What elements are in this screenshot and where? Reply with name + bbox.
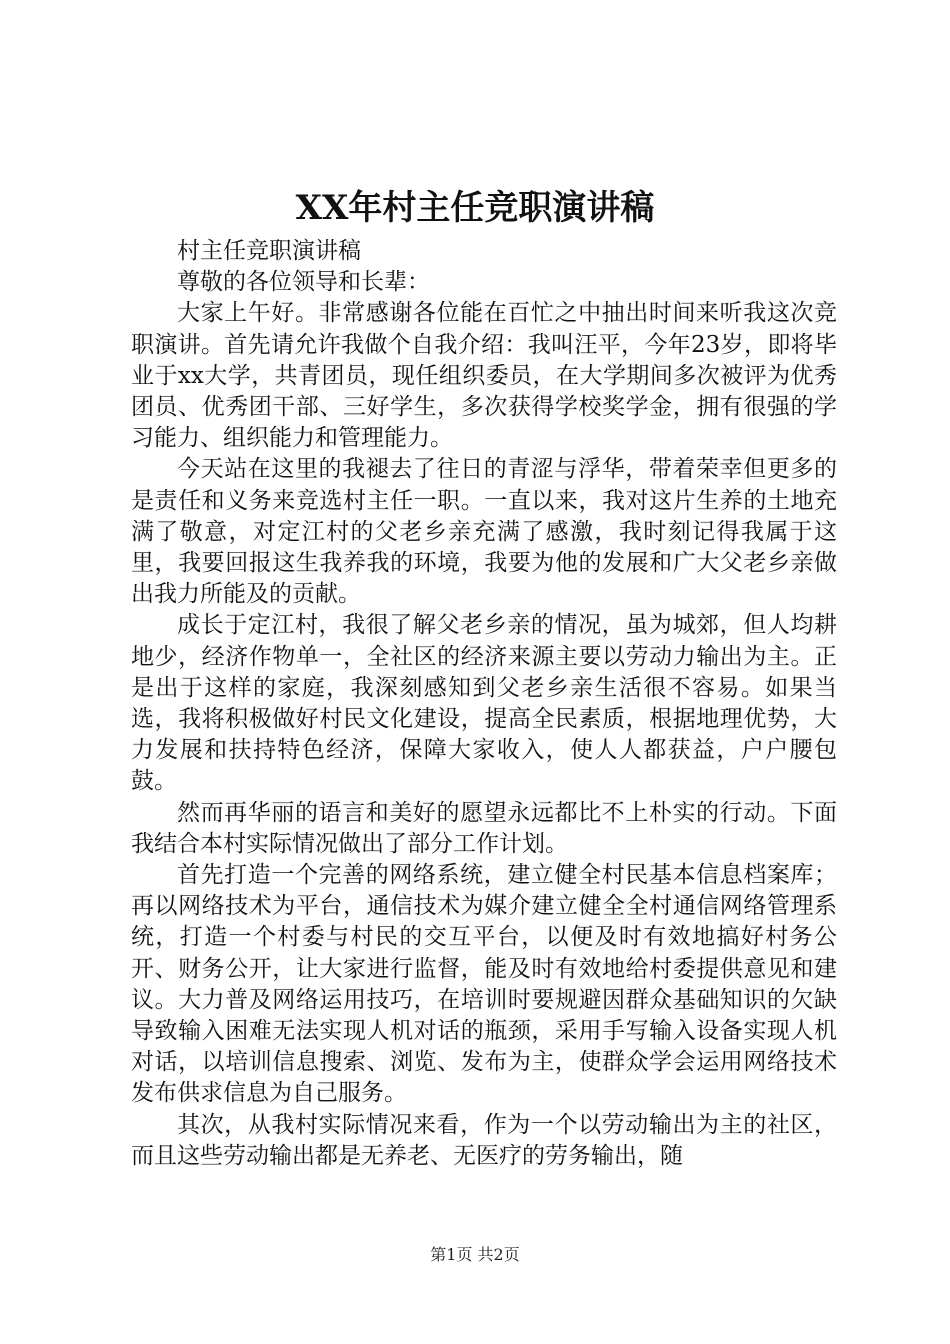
paragraph-plan-network: 首先打造一个完善的网络系统，建立健全村民基本信息档案库；再以网络技术为平台，通信技术为媒介建立健全全村通信网络管理系统，打造一个村委与村民的交互平台，以便及时有效地搞好村务公开、财务公开，让大家进行监督，能及时有效地给村委提供意见和建议。大力普及网络运用技巧，在培训时要规避因群众基础知识的欠缺导致输入困难无法实现人机对话的瓶颈，采用手写输入设备实现人机对话，以培训信息搜索、浏览、发布为主，使群众学会运用网络技术发布供求信息为自己服务。	[131, 862, 837, 1107]
document-body	[131, 236, 837, 1172]
paragraph-motivation: 今天站在这里的我褪去了往日的青涩与浮华，带着荣幸但更多的是责任和义务来竞选村主任一职。一直以来，我对这片生养的土地充满了敬意，对定江村的父老乡亲充满了感激，我时刻记得我属于这里，我要回报这生我养我的环境，我要为他的发展和广大父老乡亲做出我力所能及的贡献。	[131, 456, 837, 608]
paragraph-transition: 然而再华丽的语言和美好的愿望永远都比不上朴实的行动。下面我结合本村实际情况做出了部分工作计划。	[131, 799, 837, 857]
document-title: XX年村主任竞职演讲稿	[295, 188, 655, 228]
paragraph-salutation: 尊敬的各位领导和长辈：	[177, 269, 430, 296]
paragraph-background: 成长于定江村，我很了解父老乡亲的情况，虽为城郊，但人均耕地少，经济作物单一，全社区的经济来源主要以劳动力输出为主。正是出于这样的家庭，我深刻感知到父老乡亲生活很不容易。如果当选，我将积极做好村民文化建设，提高全民素质，根据地理优势，大力发展和扶持特色经济，保障大家收入，使人人都获益，户户腰包鼓。	[131, 612, 837, 795]
paragraph-heading: 村主任竞职演讲稿	[177, 238, 361, 264]
paragraph-introduction: 大家上午好。非常感谢各位能在百忙之中抽出时间来听我这次竞职演讲。首先请允许我做个自我介绍：我叫汪平，今年23岁，即将毕业于xx大学，共青团员，现任组织委员，在大学期间多次被评为优秀团员、优秀团干部、三好学生，多次获得学校奖学金，拥有很强的学习能力、组织能力和管理能力。	[131, 300, 837, 452]
paragraph-plan-second: 其次，从我村实际情况来看，作为一个以劳动输出为主的社区，而且这些劳动输出都是无养老、无医疗的劳务输出，随	[131, 1111, 837, 1169]
page-footer: 第1页 共2页	[430, 1245, 520, 1264]
